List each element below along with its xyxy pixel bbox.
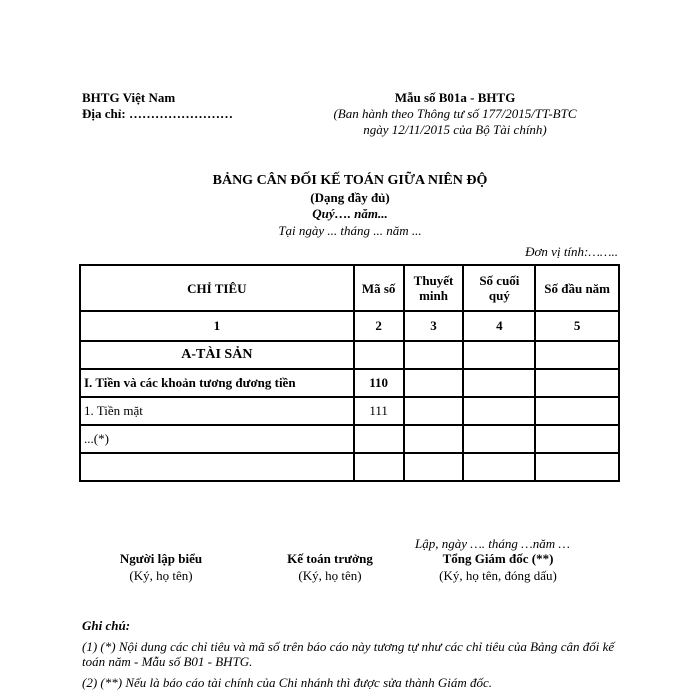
table-header-row — [80, 265, 619, 311]
row-label: I. Tiền và các khoản tương đương tiền — [80, 369, 354, 397]
row-cell — [463, 425, 535, 453]
row-cell — [463, 369, 535, 397]
notes-block — [82, 618, 622, 696]
header-start-year: Số đầu năm — [535, 265, 619, 311]
row-cell — [463, 341, 535, 369]
row-cell — [404, 369, 464, 397]
title-block — [120, 172, 580, 240]
row-cell — [535, 341, 619, 369]
row-cell — [463, 397, 535, 425]
row-code: 110 — [354, 369, 404, 397]
column-number: 2 — [354, 311, 404, 341]
accountant-note: (Ký, họ tên) — [298, 568, 362, 583]
header-end-quarter: Số cuối quý — [463, 265, 535, 311]
org-name: BHTG Việt Nam — [82, 90, 176, 105]
preparer-title: Người lập biểu — [119, 551, 203, 566]
accountant-title: Kế toán trưởng — [287, 551, 373, 566]
header-indicator: CHỈ TIÊU — [80, 265, 354, 311]
notes-heading: Ghi chú: — [82, 618, 131, 633]
row-cell — [535, 369, 619, 397]
row-cell — [535, 453, 619, 481]
row-cell — [404, 341, 464, 369]
preparer-signature — [100, 550, 222, 584]
row-cell — [404, 425, 464, 453]
signature-date-line: Lập, ngày …. tháng …năm … — [415, 536, 570, 551]
row-cell — [535, 397, 619, 425]
date-line: Tại ngày ... tháng ... năm ... — [278, 223, 422, 238]
row-label: ...(*) — [80, 425, 354, 453]
table-row — [80, 425, 619, 453]
column-number: 4 — [463, 311, 535, 341]
table-row — [80, 341, 619, 369]
row-code — [354, 425, 404, 453]
row-cell — [404, 397, 464, 425]
accountant-signature — [269, 550, 391, 584]
row-cell — [404, 453, 464, 481]
note-2: (2) (**) Nếu là báo cáo tài chính của Chi nhánh thì được sửa thành Giám đốc. — [82, 675, 492, 690]
director-signature — [418, 550, 578, 584]
quarter-line: Quý…. năm... — [312, 206, 388, 221]
column-number: 1 — [80, 311, 354, 341]
director-note: (Ký, họ tên, đóng dấu) — [439, 568, 557, 583]
row-label — [80, 453, 354, 481]
form-number: Mẫu số B01a - BHTG — [394, 90, 516, 105]
preparer-note: (Ký, họ tên) — [129, 568, 193, 583]
header-right — [330, 90, 580, 138]
unit-label: Đơn vị tính:…….. — [525, 244, 618, 259]
row-cell — [463, 453, 535, 481]
director-title: Tổng Giám đốc (**) — [442, 551, 554, 566]
table-row — [80, 397, 619, 425]
row-code — [354, 453, 404, 481]
row-code: 111 — [354, 397, 404, 425]
header-left — [82, 90, 233, 122]
header-explanation: Thuyết minh — [404, 265, 464, 311]
column-number: 5 — [535, 311, 619, 341]
issued-by-note: (Ban hành theo Thông tư số 177/2015/TT-BTC ngày 12/11/2015 của Bộ Tài chính) — [333, 106, 577, 137]
document-title: BẢNG CÂN ĐỐI KẾ TOÁN GIỮA NIÊN ĐỘ — [212, 173, 488, 188]
table-number-row — [80, 311, 619, 341]
balance-sheet-table — [79, 264, 620, 482]
row-label: 1. Tiền mặt — [80, 397, 354, 425]
row-code — [354, 341, 404, 369]
row-label: A-TÀI SẢN — [80, 341, 354, 369]
table-row — [80, 369, 619, 397]
document-subtitle: (Dạng đầy đủ) — [310, 190, 390, 205]
header-code: Mã số — [354, 265, 404, 311]
row-cell — [535, 425, 619, 453]
note-1: (1) (*) Nội dung các chỉ tiêu và mã số trên báo cáo này tương tự như các chỉ tiêu của Bảng cân đối kế toán năm - Mẫu số B01 - BHTG. — [82, 639, 615, 669]
address-line: Địa chỉ: …………………… — [82, 106, 233, 121]
table-row — [80, 453, 619, 481]
column-number: 3 — [404, 311, 464, 341]
